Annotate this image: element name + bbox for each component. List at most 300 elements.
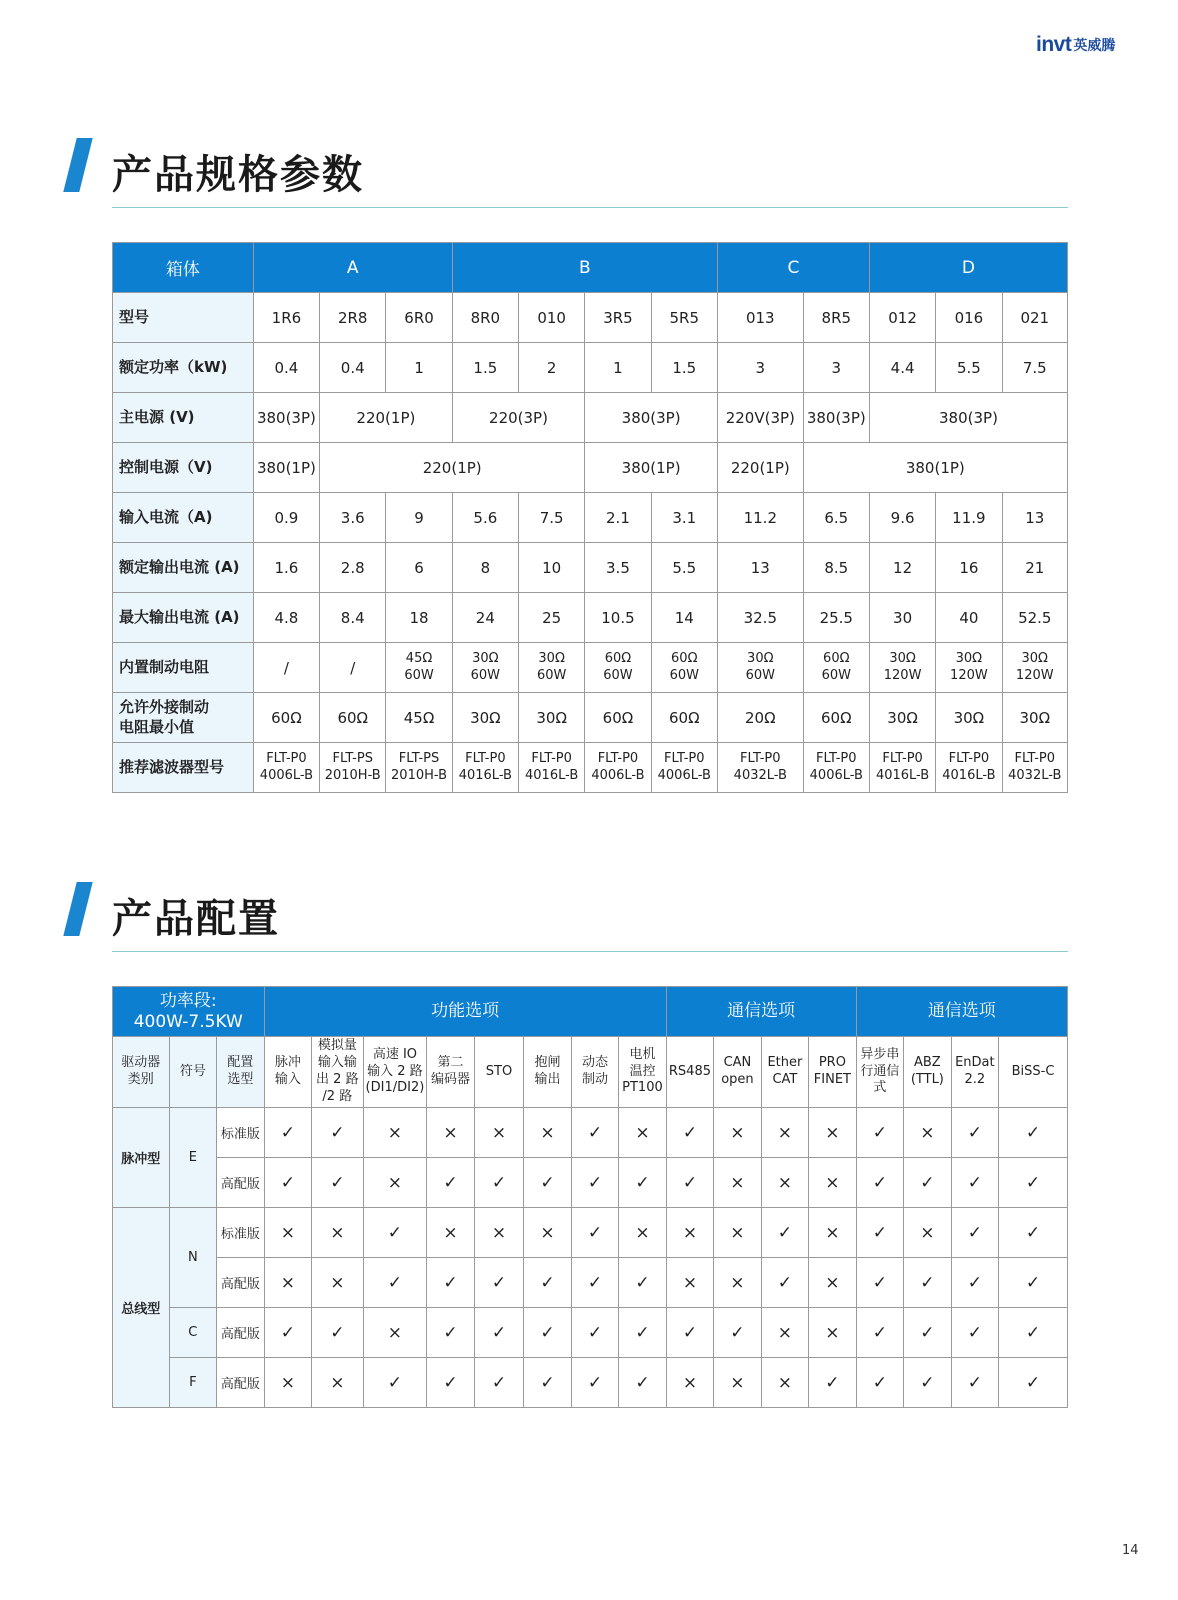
spec-cell: 8.5 [803, 543, 869, 593]
spec-row-label [113, 693, 254, 743]
spec-cell [803, 743, 869, 793]
spec-cell: 7.5 [1002, 343, 1067, 393]
config-column-header-line: STO [485, 1063, 513, 1079]
section-accent-bar [63, 882, 92, 936]
config-support-mark: ✓ [571, 1358, 618, 1408]
config-symbol: C [169, 1308, 216, 1358]
config-column-header [999, 1037, 1068, 1108]
config-support-mark: ✓ [619, 1158, 666, 1208]
config-support-mark: × [761, 1158, 808, 1208]
spec-cell: 30Ω [936, 693, 1002, 743]
config-row [113, 1108, 1068, 1158]
spec-cell: 220(1P) [320, 443, 585, 493]
spec-cell [320, 643, 386, 693]
config-support-mark: ✓ [856, 1108, 903, 1158]
config-column-header [904, 1037, 951, 1108]
config-column-header-line: 式 [873, 1080, 887, 1096]
config-symbol: N [169, 1208, 216, 1308]
config-support-mark: × [714, 1258, 761, 1308]
spec-cell-line: 60W [603, 667, 633, 683]
spec-cell: 60Ω [253, 693, 319, 743]
config-column-header-line: 脉冲 [274, 1055, 301, 1071]
config-support-mark: ✓ [951, 1108, 998, 1158]
config-support-mark: ✓ [524, 1308, 571, 1358]
config-column-header-line: /2 路 [322, 1088, 353, 1104]
spec-cell: 3.1 [651, 493, 717, 543]
config-column-header-line: 选型 [227, 1072, 254, 1087]
config-section-title: 产品配置 [112, 896, 280, 942]
spec-cell: 32.5 [717, 593, 803, 643]
spec-cell: 60Ω [320, 693, 386, 743]
config-support-mark: × [666, 1258, 713, 1308]
spec-cell: 12 [869, 543, 935, 593]
config-column-header-line: 2.2 [964, 1072, 986, 1087]
spec-cell: 220(1P) [320, 393, 453, 443]
config-column-header-line: (DI1/DI2) [365, 1080, 425, 1096]
spec-cell-line: 30Ω [472, 650, 499, 666]
config-support-mark: ✓ [474, 1258, 524, 1308]
config-support-mark: ✓ [524, 1258, 571, 1308]
spec-cell: 45Ω [386, 693, 452, 743]
spec-cell: 1.6 [253, 543, 319, 593]
config-column-header [427, 1037, 474, 1108]
config-support-mark: × [761, 1358, 808, 1408]
spec-row-power [113, 343, 1068, 393]
config-comm-options-header: 通信选项 [856, 987, 1067, 1037]
spec-cell: 380(3P) [869, 393, 1067, 443]
config-support-mark: ✓ [904, 1358, 951, 1408]
config-support-mark: ✓ [571, 1108, 618, 1158]
spec-cell [1002, 743, 1067, 793]
spec-header-group: D [869, 243, 1067, 293]
config-support-mark: × [427, 1108, 474, 1158]
spec-cell: 6 [386, 543, 452, 593]
spec-row-brake-resistor [113, 643, 1068, 693]
spec-row-label: 最大输出电流 (A) [113, 593, 254, 643]
config-support-mark: ✓ [474, 1308, 524, 1358]
spec-row-model [113, 293, 1068, 343]
spec-cell [869, 643, 935, 693]
spec-cell: 30Ω [452, 693, 518, 743]
spec-cell [1002, 643, 1067, 693]
config-support-mark: × [363, 1308, 427, 1358]
spec-header-box: 箱体 [113, 243, 254, 293]
config-support-mark: ✓ [856, 1258, 903, 1308]
config-column-header-line: open [721, 1072, 754, 1087]
config-column-header-line: 输入输 [317, 1055, 357, 1071]
spec-cell-line: 4016L-B [525, 767, 579, 783]
config-support-mark: ✓ [999, 1208, 1068, 1258]
spec-cell-line: FLT-P0 [816, 750, 857, 766]
spec-cell: 3 [803, 343, 869, 393]
spec-cell: 9.6 [869, 493, 935, 543]
config-column-header [571, 1037, 618, 1108]
config-support-mark: ✓ [571, 1258, 618, 1308]
config-column-header [714, 1037, 761, 1108]
spec-cell: 13 [717, 543, 803, 593]
config-support-mark: ✓ [856, 1208, 903, 1258]
config-support-mark: ✓ [999, 1308, 1068, 1358]
config-column-header-line: 电机 [629, 1046, 656, 1062]
config-column-header-line: PRO [818, 1055, 846, 1071]
config-row [113, 1308, 1068, 1358]
spec-cell: 18 [386, 593, 452, 643]
config-support-mark: × [619, 1108, 666, 1158]
spec-cell: 8.4 [320, 593, 386, 643]
config-support-mark: × [312, 1358, 364, 1408]
config-column-header [809, 1037, 856, 1108]
spec-cell-line: 30Ω [747, 650, 774, 666]
config-support-mark: × [904, 1108, 951, 1158]
spec-cell-line: 60W [470, 667, 501, 683]
spec-cell-line: FLT-P0 [664, 750, 705, 766]
spec-table [112, 242, 1068, 793]
spec-row-label-line: 允许外接制动 [119, 698, 210, 716]
config-support-mark: × [809, 1258, 856, 1308]
config-support-mark: × [666, 1208, 713, 1258]
spec-cell-line: 4016L-B [458, 767, 512, 783]
spec-cell: 5.6 [452, 493, 518, 543]
config-support-mark: × [761, 1108, 808, 1158]
spec-cell: 4.4 [869, 343, 935, 393]
config-support-mark: × [714, 1208, 761, 1258]
spec-cell: 380(3P) [803, 393, 869, 443]
spec-cell: 380(1P) [803, 443, 1067, 493]
spec-cell: 9 [386, 493, 452, 543]
spec-cell-line: 4032L-B [1008, 767, 1062, 783]
spec-section-title: 产品规格参数 [112, 152, 364, 198]
spec-cell-line: 60Ω [604, 650, 632, 666]
spec-header-row [113, 243, 1068, 293]
config-support-mark: ✓ [904, 1158, 951, 1208]
config-column-header [363, 1037, 427, 1108]
config-support-mark: × [809, 1208, 856, 1258]
config-support-mark: × [809, 1158, 856, 1208]
config-column-header-line: 输入 2 路 [367, 1063, 423, 1079]
config-column-header-line: 异步串 [860, 1046, 900, 1062]
config-support-mark: ✓ [619, 1258, 666, 1308]
config-column-header-line: 制动 [581, 1072, 608, 1087]
config-support-mark: ✓ [264, 1158, 311, 1208]
spec-cell: 220(1P) [717, 443, 803, 493]
spec-cell-line: 4006L-B [591, 767, 645, 783]
spec-cell: 0.9 [253, 493, 319, 543]
config-function-options-header: 功能选项 [264, 987, 666, 1037]
config-column-header [951, 1037, 998, 1108]
config-support-mark: × [524, 1108, 571, 1158]
spec-cell: 60Ω [585, 693, 651, 743]
spec-cell-line: 4006L-B [259, 767, 314, 783]
config-column-header-line: 类别 [127, 1072, 154, 1087]
brand-logo-text: invt [1036, 33, 1072, 56]
config-column-header-line: 出 2 路 [316, 1072, 359, 1087]
config-column-header [619, 1037, 666, 1108]
config-version: 标准版 [217, 1108, 265, 1158]
config-column-header-line: Ether [767, 1055, 803, 1071]
config-column-header [474, 1037, 524, 1108]
config-support-mark: ✓ [312, 1108, 364, 1158]
config-column-header [312, 1037, 364, 1108]
config-column-header [217, 1037, 265, 1108]
config-row [113, 1258, 1068, 1308]
spec-cell-line: FLT-P0 [531, 750, 572, 766]
config-column-header-line: 输出 [534, 1072, 561, 1087]
config-symbol: F [169, 1358, 216, 1408]
spec-cell [452, 643, 518, 693]
config-row [113, 1358, 1068, 1408]
spec-cell: 380(1P) [253, 443, 319, 493]
spec-cell-line: FLT-P0 [740, 750, 781, 766]
config-support-mark: ✓ [714, 1308, 761, 1358]
config-support-mark: ✓ [427, 1308, 474, 1358]
config-support-mark: × [666, 1358, 713, 1408]
spec-cell [386, 743, 452, 793]
config-column-header-line: EnDat [955, 1055, 995, 1071]
config-section-divider [112, 951, 1068, 952]
spec-cell: 010 [519, 293, 585, 343]
spec-cell: 30Ω [869, 693, 935, 743]
spec-header-group: B [452, 243, 717, 293]
config-column-header-line: PT100 [622, 1080, 663, 1096]
spec-cell: 3R5 [585, 293, 651, 343]
spec-cell: 0.4 [253, 343, 319, 393]
spec-cell [585, 743, 651, 793]
spec-row-label: 输入电流（A) [113, 493, 254, 543]
spec-cell [320, 743, 386, 793]
config-version: 高配版 [217, 1358, 265, 1408]
config-support-mark: ✓ [951, 1308, 998, 1358]
config-group-bus: 总线型 [113, 1208, 170, 1408]
spec-cell-line: 60W [536, 667, 567, 683]
config-column-header-line: FINET [813, 1072, 851, 1087]
spec-cell: 13 [1002, 493, 1067, 543]
spec-cell [869, 743, 935, 793]
config-version: 高配版 [217, 1308, 265, 1358]
config-support-mark: × [312, 1258, 364, 1308]
config-support-mark: ✓ [474, 1158, 524, 1208]
config-version: 高配版 [217, 1258, 265, 1308]
config-column-header [169, 1037, 216, 1108]
config-support-mark: × [474, 1108, 524, 1158]
config-column-header-line: (TTL) [910, 1072, 944, 1087]
spec-cell: 6.5 [803, 493, 869, 543]
config-column-header-line: CAT [772, 1072, 798, 1087]
spec-cell: 380(3P) [585, 393, 718, 443]
spec-cell: 60Ω [651, 693, 717, 743]
brand-logo-cn: 英威腾 [1073, 38, 1116, 54]
config-support-mark: ✓ [571, 1308, 618, 1358]
config-column-header-line: 动态 [581, 1055, 608, 1071]
spec-cell: 2.1 [585, 493, 651, 543]
config-column-header [666, 1037, 713, 1108]
spec-cell: 5.5 [651, 543, 717, 593]
config-power-line: 功率段: [159, 991, 217, 1012]
spec-row-input-current [113, 493, 1068, 543]
config-support-mark: ✓ [619, 1308, 666, 1358]
spec-cell: 11.2 [717, 493, 803, 543]
config-support-mark: ✓ [312, 1158, 364, 1208]
config-support-mark: ✓ [761, 1208, 808, 1258]
spec-cell: 8R5 [803, 293, 869, 343]
spec-cell: 3.5 [585, 543, 651, 593]
spec-cell-line: FLT-P0 [948, 750, 990, 766]
config-support-mark: ✓ [571, 1208, 618, 1258]
config-column-header [856, 1037, 903, 1108]
config-column-header-line: 行通信 [860, 1063, 900, 1079]
spec-cell-line: / [350, 658, 356, 677]
config-support-mark: ✓ [951, 1358, 998, 1408]
config-support-mark: ✓ [999, 1258, 1068, 1308]
section-accent-bar [63, 138, 92, 192]
config-column-header-line: 符号 [179, 1063, 206, 1079]
brand-logo [1036, 32, 1115, 58]
spec-cell-line: FLT-P0 [882, 750, 923, 766]
config-column-header-line: 配置 [227, 1055, 254, 1071]
config-support-mark: ✓ [856, 1158, 903, 1208]
config-support-mark: ✓ [363, 1358, 427, 1408]
spec-cell-line: 30Ω [538, 650, 565, 666]
spec-cell-line: 60Ω [823, 650, 850, 666]
config-support-mark: ✓ [666, 1308, 713, 1358]
spec-cell: 8R0 [452, 293, 518, 343]
spec-cell: 11.9 [936, 493, 1002, 543]
config-support-mark: × [761, 1308, 808, 1358]
config-support-mark: ✓ [856, 1358, 903, 1408]
spec-cell: 0.4 [320, 343, 386, 393]
config-column-header-line: 模拟量 [317, 1038, 357, 1054]
spec-cell: 013 [717, 293, 803, 343]
spec-cell: 2.8 [320, 543, 386, 593]
spec-cell: 8 [452, 543, 518, 593]
spec-cell-line: 4016L-B [942, 767, 996, 783]
config-power-range-header [113, 987, 265, 1037]
spec-row-label: 控制电源（V) [113, 443, 254, 493]
spec-cell-line: FLT-P0 [1014, 750, 1055, 766]
config-support-mark: × [714, 1158, 761, 1208]
spec-cell [452, 743, 518, 793]
spec-cell: 1 [386, 343, 452, 393]
config-support-mark: ✓ [571, 1158, 618, 1208]
config-column-header-row [113, 1037, 1068, 1108]
spec-cell: 2R8 [320, 293, 386, 343]
spec-cell-line: 30Ω [1021, 650, 1048, 666]
spec-cell: 30 [869, 593, 935, 643]
config-column-header-line: ABZ [914, 1055, 941, 1071]
spec-cell-line: 120W [883, 667, 922, 683]
config-support-mark: × [264, 1258, 311, 1308]
config-support-mark: ✓ [363, 1208, 427, 1258]
spec-cell [519, 643, 585, 693]
config-support-mark: ✓ [761, 1258, 808, 1308]
spec-cell-line: 4006L-B [657, 767, 711, 783]
spec-cell [585, 643, 651, 693]
spec-row-label: 推荐滤波器型号 [113, 743, 254, 793]
spec-section-divider [112, 207, 1068, 208]
spec-cell [936, 743, 1002, 793]
config-column-header [264, 1037, 311, 1108]
spec-cell [253, 643, 319, 693]
spec-cell-line: / [283, 658, 289, 677]
spec-cell-line: 120W [1015, 667, 1054, 683]
spec-cell: 380(1P) [585, 443, 718, 493]
spec-row-label: 内置制动电阻 [113, 643, 254, 693]
spec-cell: 1.5 [651, 343, 717, 393]
spec-cell: 7.5 [519, 493, 585, 543]
spec-cell-line: 120W [950, 667, 988, 683]
config-column-header-line: RS485 [668, 1063, 711, 1079]
config-support-mark: × [809, 1108, 856, 1158]
config-support-mark: ✓ [904, 1258, 951, 1308]
spec-cell [519, 743, 585, 793]
config-support-mark: ✓ [666, 1158, 713, 1208]
spec-row-min-ext-resistor [113, 693, 1068, 743]
config-support-mark: × [264, 1208, 311, 1258]
spec-cell: 30Ω [1002, 693, 1067, 743]
spec-cell: 2 [519, 343, 585, 393]
spec-cell: 30Ω [519, 693, 585, 743]
config-support-mark: ✓ [951, 1208, 998, 1258]
spec-cell: 3 [717, 343, 803, 393]
spec-cell: 40 [936, 593, 1002, 643]
spec-cell: 1R6 [253, 293, 319, 343]
spec-cell [386, 643, 452, 693]
spec-row-label: 额定功率（kW) [113, 343, 254, 393]
config-column-header-line: BiSS-C [1011, 1063, 1055, 1079]
spec-row-label-line: 电阻最小值 [119, 717, 195, 736]
spec-row-main-supply [113, 393, 1068, 443]
config-support-mark: × [904, 1208, 951, 1258]
spec-cell: 16 [936, 543, 1002, 593]
spec-cell: 14 [651, 593, 717, 643]
config-support-mark: ✓ [427, 1258, 474, 1308]
config-support-mark: × [363, 1108, 427, 1158]
config-support-mark: × [809, 1308, 856, 1358]
config-support-mark: × [312, 1208, 364, 1258]
spec-cell-line: FLT-PS [398, 750, 440, 766]
config-column-header [524, 1037, 571, 1108]
config-row [113, 1158, 1068, 1208]
config-header-row [113, 987, 1068, 1037]
config-column-header-line: 第二 [437, 1055, 464, 1071]
spec-cell: 60Ω [803, 693, 869, 743]
config-support-mark: ✓ [999, 1158, 1068, 1208]
config-column-header-line: 高速 IO [372, 1046, 418, 1062]
config-row [113, 1208, 1068, 1258]
config-group-pulse: 脉冲型 [113, 1108, 170, 1208]
spec-row-control-supply [113, 443, 1068, 493]
config-version: 高配版 [217, 1158, 265, 1208]
config-support-mark: ✓ [619, 1358, 666, 1408]
spec-cell [253, 743, 319, 793]
spec-cell: 012 [869, 293, 935, 343]
spec-cell: 25.5 [803, 593, 869, 643]
spec-cell-line: 60W [669, 667, 699, 683]
spec-row-label: 主电源 (V) [113, 393, 254, 443]
spec-cell: 6R0 [386, 293, 452, 343]
spec-cell: 380(3P) [253, 393, 319, 443]
spec-cell: 1 [585, 343, 651, 393]
config-support-mark: × [427, 1208, 474, 1258]
spec-cell [803, 643, 869, 693]
config-column-header-line: CAN [723, 1055, 752, 1071]
spec-cell-line: 2010H-B [324, 767, 381, 783]
spec-header-group: C [717, 243, 869, 293]
config-support-mark: ✓ [951, 1158, 998, 1208]
config-support-mark: ✓ [904, 1308, 951, 1358]
spec-cell: 25 [519, 593, 585, 643]
config-column-header-line: 编码器 [430, 1072, 470, 1087]
page-number: 14 [1122, 1543, 1139, 1558]
